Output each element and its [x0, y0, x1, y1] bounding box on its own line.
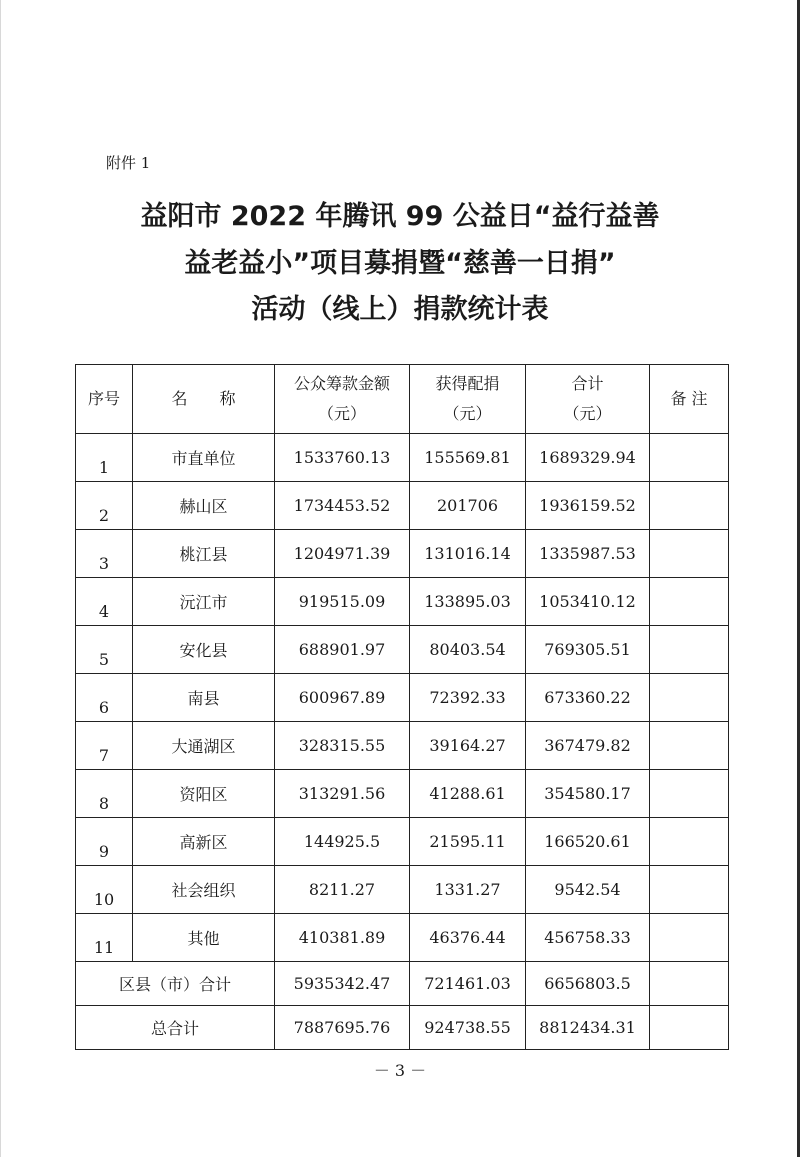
row-remark [650, 578, 729, 626]
row-name: 安化县 [133, 626, 275, 674]
row-remark [650, 818, 729, 866]
header-remark: 备 注 [650, 365, 729, 434]
page-number: － 3 － [373, 1061, 427, 1080]
donation-table [75, 364, 729, 1050]
header-match-amount [410, 365, 526, 434]
header-public-label: 公众筹款金额 [293, 374, 390, 393]
row-match: 155569.81 [410, 434, 526, 482]
row-remark [650, 914, 729, 962]
grand-total-row [76, 1006, 729, 1050]
subtotal-total: 6656803.5 [526, 962, 650, 1006]
subtotal-public: 5935342.47 [275, 962, 410, 1006]
header-public-unit: （元） [317, 404, 366, 423]
row-public: 1734453.52 [275, 482, 410, 530]
row-match: 46376.44 [410, 914, 526, 962]
table-row [76, 674, 729, 722]
title-line-1: 益阳市 2022 年腾讯 99 公益日“益行益善 [140, 201, 660, 232]
row-remark [650, 482, 729, 530]
row-total: 1335987.53 [526, 530, 650, 578]
header-total-unit: （元） [563, 404, 612, 423]
row-match: 72392.33 [410, 674, 526, 722]
row-seq: 9 [76, 818, 133, 866]
row-total: 166520.61 [526, 818, 650, 866]
row-name: 沅江市 [133, 578, 275, 626]
grand-total-match: 924738.55 [410, 1006, 526, 1050]
row-public: 8211.27 [275, 866, 410, 914]
row-seq: 5 [76, 626, 133, 674]
header-total-label: 合计 [571, 374, 604, 393]
row-match: 80403.54 [410, 626, 526, 674]
row-public: 410381.89 [275, 914, 410, 962]
row-name: 大通湖区 [133, 722, 275, 770]
header-public-amount [275, 365, 410, 434]
row-public: 144925.5 [275, 818, 410, 866]
row-total: 1689329.94 [526, 434, 650, 482]
header-total-amount [526, 365, 650, 434]
row-match: 41288.61 [410, 770, 526, 818]
row-total: 354580.17 [526, 770, 650, 818]
row-total: 456758.33 [526, 914, 650, 962]
table-row [76, 626, 729, 674]
subtotal-remark [650, 962, 729, 1006]
row-public: 1204971.39 [275, 530, 410, 578]
row-name: 市直单位 [133, 434, 275, 482]
title-line-3: 活动（线上）捐款统计表 [251, 294, 549, 325]
row-remark [650, 674, 729, 722]
table-row [76, 530, 729, 578]
grand-total-public: 7887695.76 [275, 1006, 410, 1050]
row-seq: 3 [76, 530, 133, 578]
table-row [76, 482, 729, 530]
row-seq: 6 [76, 674, 133, 722]
row-total: 9542.54 [526, 866, 650, 914]
row-match: 133895.03 [410, 578, 526, 626]
row-name: 桃江县 [133, 530, 275, 578]
row-match: 201706 [410, 482, 526, 530]
header-match-unit: （元） [443, 404, 492, 423]
table-row [76, 770, 729, 818]
table-row [76, 722, 729, 770]
table-header [76, 365, 729, 434]
title-line-2: 益老益小”项目募捐暨“慈善一日捐” [184, 248, 616, 279]
row-public: 919515.09 [275, 578, 410, 626]
header-match-label: 获得配捐 [435, 374, 500, 393]
table-row [76, 434, 729, 482]
row-remark [650, 626, 729, 674]
row-match: 1331.27 [410, 866, 526, 914]
row-seq: 4 [76, 578, 133, 626]
row-total: 367479.82 [526, 722, 650, 770]
row-seq: 7 [76, 722, 133, 770]
table-body [76, 434, 729, 1050]
table-row [76, 914, 729, 962]
row-public: 313291.56 [275, 770, 410, 818]
row-total: 769305.51 [526, 626, 650, 674]
subtotal-row [76, 962, 729, 1006]
grand-total-total: 8812434.31 [526, 1006, 650, 1050]
row-public: 1533760.13 [275, 434, 410, 482]
header-seq: 序号 [76, 365, 133, 434]
table-row [76, 578, 729, 626]
grand-total-remark [650, 1006, 729, 1050]
subtotal-label: 区县（市）合计 [76, 962, 275, 1006]
row-total: 673360.22 [526, 674, 650, 722]
row-seq: 2 [76, 482, 133, 530]
header-name: 名 称 [133, 365, 275, 434]
row-seq: 1 [76, 434, 133, 482]
row-name: 社会组织 [133, 866, 275, 914]
row-name: 资阳区 [133, 770, 275, 818]
row-public: 600967.89 [275, 674, 410, 722]
table-row [76, 866, 729, 914]
grand-total-label: 总合计 [76, 1006, 275, 1050]
scan-left-edge [0, 0, 1, 1157]
row-total: 1053410.12 [526, 578, 650, 626]
table-row [76, 818, 729, 866]
row-public: 328315.55 [275, 722, 410, 770]
row-remark [650, 722, 729, 770]
row-remark [650, 770, 729, 818]
row-name: 赫山区 [133, 482, 275, 530]
attachment-label: 附件 1 [106, 154, 151, 172]
row-match: 39164.27 [410, 722, 526, 770]
row-name: 南县 [133, 674, 275, 722]
row-match: 21595.11 [410, 818, 526, 866]
row-remark [650, 866, 729, 914]
row-public: 688901.97 [275, 626, 410, 674]
row-seq: 11 [76, 914, 133, 962]
row-seq: 8 [76, 770, 133, 818]
row-match: 131016.14 [410, 530, 526, 578]
row-total: 1936159.52 [526, 482, 650, 530]
row-remark [650, 530, 729, 578]
subtotal-match: 721461.03 [410, 962, 526, 1006]
row-seq: 10 [76, 866, 133, 914]
row-remark [650, 434, 729, 482]
row-name: 其他 [133, 914, 275, 962]
row-name: 高新区 [133, 818, 275, 866]
